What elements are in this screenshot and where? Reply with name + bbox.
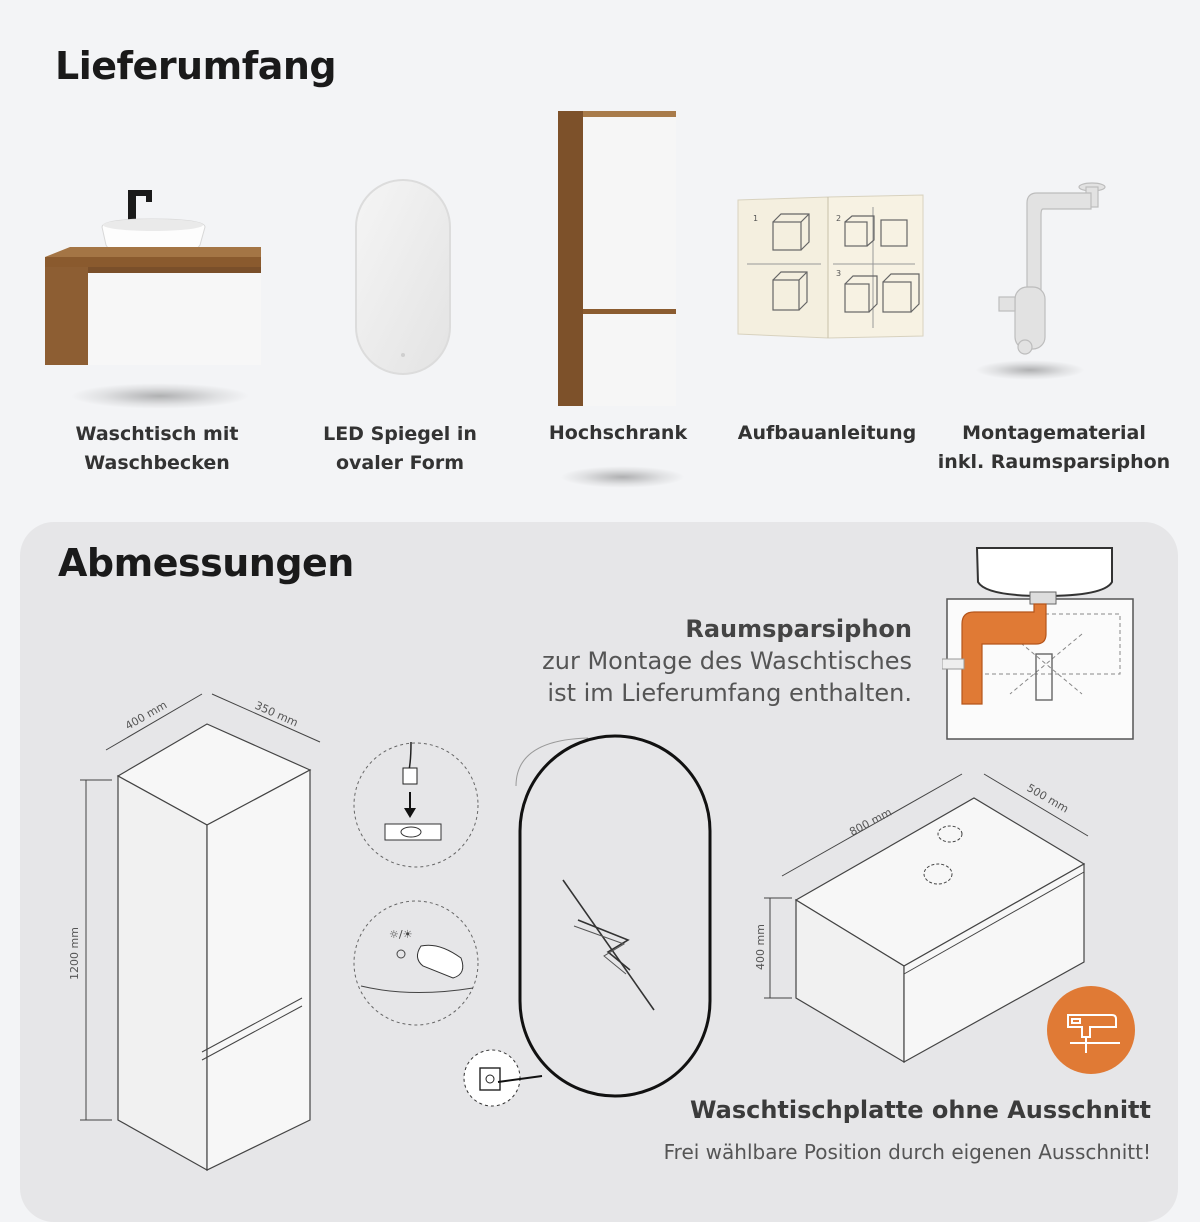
siphon-title: Raumsparsiphon xyxy=(685,615,912,643)
assembly-manual-icon xyxy=(733,192,933,342)
washstand-with-basin-icon xyxy=(40,185,270,375)
cabinet-width-label: 400 mm xyxy=(123,698,170,733)
oval-led-mirror-icon xyxy=(353,177,453,377)
manual-step-1: 1 xyxy=(753,214,759,223)
siphon-diagram xyxy=(942,544,1142,744)
siphon-text-line2: ist im Lieferumfang enthalten. xyxy=(547,679,912,707)
washstand-depth-label: 500 mm xyxy=(1024,781,1071,816)
caption-washstand-line1: Waschtisch mit xyxy=(75,423,239,445)
mirror-dimension-drawing xyxy=(458,730,718,1150)
manual-step-3: 3 xyxy=(836,269,842,278)
siphon-icon xyxy=(975,175,1125,365)
caption-mirror-line2: ovaler Form xyxy=(335,452,465,474)
caption-siphon-line2: inkl. Raumsparsiphon xyxy=(937,451,1171,473)
washstand-dimension-drawing xyxy=(752,770,1092,1070)
cabinet-height-label: 1200 mm xyxy=(68,927,81,980)
caption-mirror-line1: LED Spiegel in xyxy=(323,423,477,445)
caption-siphon-line1: Montagematerial xyxy=(962,422,1146,444)
dimensions-title: Abmessungen xyxy=(58,541,354,585)
jigsaw-badge-icon xyxy=(1046,985,1136,1075)
washstand-width-label: 800 mm xyxy=(847,805,894,839)
cabinet-depth-label: 350 mm xyxy=(252,698,301,730)
siphon-text-line1: zur Montage des Waschtisches xyxy=(542,647,912,675)
caption-manual: Aufbauanleitung xyxy=(737,422,917,444)
tall-cabinet-icon xyxy=(553,106,683,406)
no-cutout-subtitle: Frei wählbare Position durch eigenen Ausschnitt! xyxy=(663,1140,1151,1164)
delivery-title: Lieferumfang xyxy=(55,44,337,88)
caption-washstand-line2: Waschbecken xyxy=(84,452,230,474)
manual-step-2: 2 xyxy=(836,214,842,223)
no-cutout-title: Waschtischplatte ohne Ausschnitt xyxy=(690,1096,1151,1124)
caption-cabinet: Hochschrank xyxy=(548,422,688,444)
cabinet-dimension-drawing xyxy=(62,680,392,1180)
svg-text:☼/☀: ☼/☀ xyxy=(389,928,413,941)
washstand-height-label: 400 mm xyxy=(754,924,767,970)
